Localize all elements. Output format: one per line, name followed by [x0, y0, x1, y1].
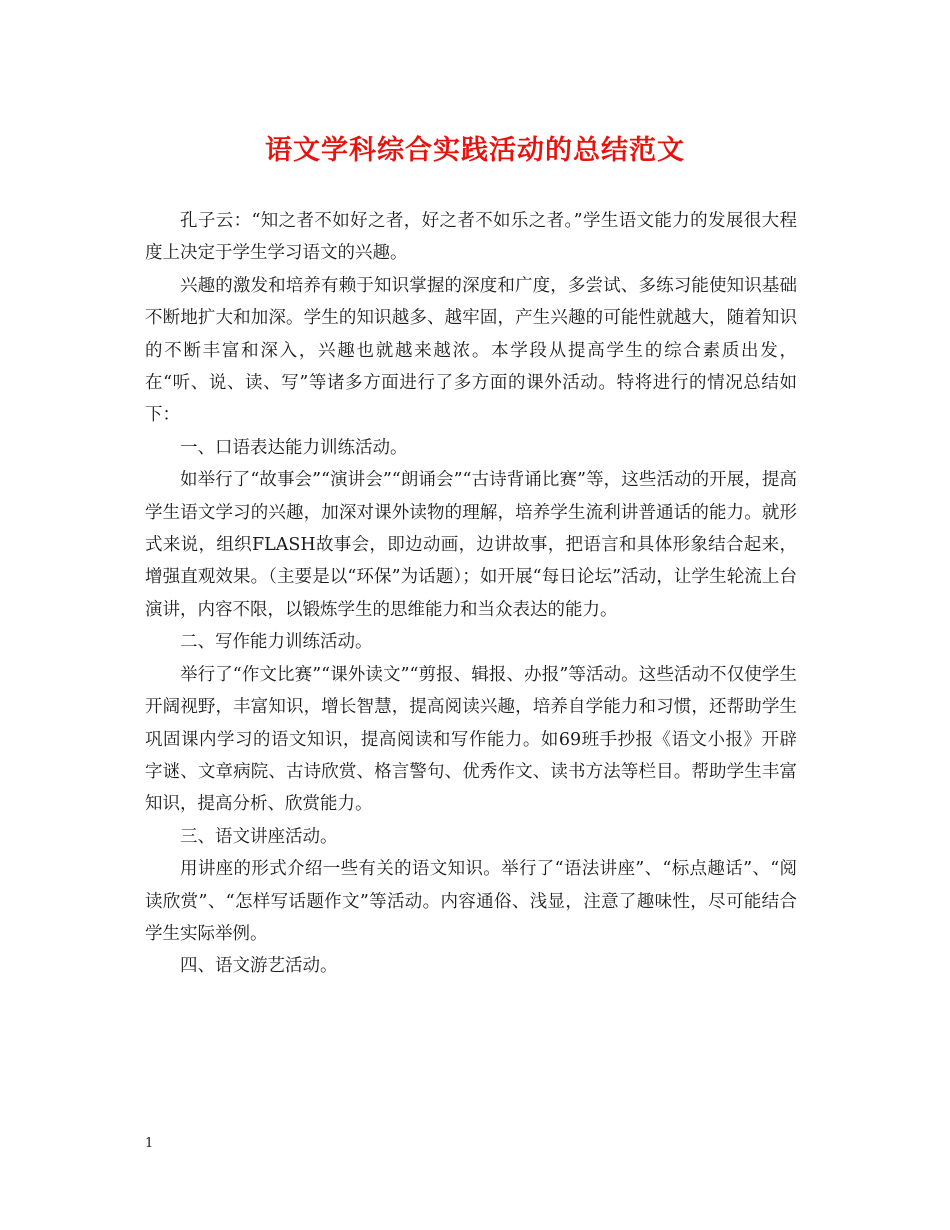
document-title: 语文学科综合实践活动的总结范文 — [265, 135, 685, 166]
paragraph-intro-quote: 孔子云：“知之者不如好之者，好之者不如乐之者。”学生语文能力的发展很大程度上决定于学生学习语文的兴趣。 — [145, 211, 797, 264]
document-body — [145, 205, 797, 983]
paragraph-oral-activities: 如举行了“故事会”“演讲会”“朗诵会”“古诗背诵比赛”等，这些活动的开展，提高学生语文学习的兴趣，加深对课外读物的理解，培养学生流利讲普通话的能力。就形式来说，组织FLASH故事会，即边动画，边讲故事，把语言和具体形象结合起来，增强直观效果。（主要是以“环保”为话题）；如开展“每日论坛”活动，让学生轮流上台演讲，内容不限，以锻炼学生的思维能力和当众表达的能力。 — [145, 470, 797, 620]
section-heading-games: 四、语文游艺活动。 — [180, 956, 338, 977]
page-number: 1 — [145, 1136, 154, 1151]
paragraph-interest: 兴趣的激发和培养有赖于知识掌握的深度和广度，多尝试、多练习能使知识基础不断地扩大和加深。学生的知识越多、越牢固，产生兴趣的可能性就越大，随着知识的不断丰富和深入，兴趣也就越来越浓。本学段从提高学生的综合素质出发，在“听、说、读、写”等诸多方面进行了多方面的课外活动。特将进行的情况总结如下： — [145, 275, 797, 426]
section-heading-writing: 二、写作能力训练活动。 — [180, 632, 373, 653]
section-heading-lecture: 三、语文讲座活动。 — [180, 826, 338, 847]
paragraph-writing-activities: 举行了“作文比赛”“课外读文”“剪报、辑报、办报”等活动。这些活动不仅使学生开阔视野，丰富知识，增长智慧，提高阅读兴趣，培养自学能力和习惯，还帮助学生巩固课内学习的语文知识，提高阅读和写作能力。如69班手抄报《语文小报》开辟字谜、文章病院、古诗欣赏、格言警句、优秀作文、读书方法等栏目。帮助学生丰富知识，提高分析、欣赏能力。 — [145, 664, 797, 815]
paragraph-lecture-activities: 用讲座的形式介绍一些有关的语文知识。举行了“语法讲座”、“标点趣话”、“阅读欣赏”、“怎样写话题作文”等活动。内容通俗、浅显，注意了趣味性，尽可能结合学生实际举例。 — [145, 859, 797, 944]
section-heading-oral: 一、口语表达能力训练活动。 — [180, 437, 408, 458]
